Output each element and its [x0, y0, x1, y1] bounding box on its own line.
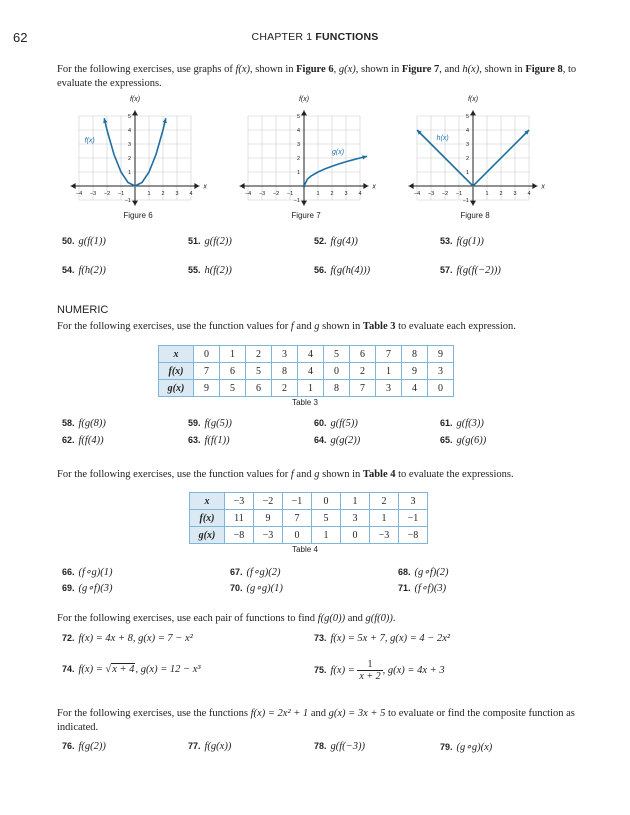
curve-label: h(x)	[436, 134, 449, 142]
y-tick-label: −1	[124, 198, 131, 204]
table-cell: −1	[399, 510, 428, 527]
table-cell: 2	[246, 346, 272, 363]
figure-8-graph	[401, 92, 551, 208]
table-cell: 0	[428, 380, 454, 397]
exercise-54: 54. f(h(2))	[62, 265, 106, 276]
exercise-67: 67. (f∘g)(2)	[230, 567, 281, 578]
y-tick-label: 4	[296, 128, 300, 134]
table-row	[190, 510, 428, 527]
table-cell: −3	[370, 527, 399, 544]
curve-label: g(x)	[332, 148, 345, 156]
table-cell: 1	[312, 527, 341, 544]
table-cell: 2	[350, 363, 376, 380]
table-row	[190, 493, 428, 510]
y-tick-label: 5	[127, 114, 131, 120]
exercise-64: 64. g(g(2))	[314, 435, 361, 446]
table-cell: 3	[399, 493, 428, 510]
row-header: x	[159, 346, 194, 363]
exercise-57: 57. f(g(f(−2)))	[440, 265, 501, 276]
x-tick-label: 4	[189, 191, 193, 197]
page-number: 62	[13, 30, 28, 45]
x-axis-arrow	[532, 183, 537, 189]
table-cell: 4	[298, 346, 324, 363]
x-axis-label: x	[372, 183, 376, 191]
figure-8-caption: Figure 8	[460, 211, 490, 220]
table-cell: −3	[225, 493, 254, 510]
y-tick-label: 5	[296, 114, 300, 120]
table-cell: 5	[246, 363, 272, 380]
y-tick-label: −1	[293, 198, 300, 204]
table-row	[159, 346, 454, 363]
x-tick-label: −3	[89, 191, 97, 197]
table-cell: 9	[428, 346, 454, 363]
row-header: g(x)	[190, 527, 225, 544]
table-cell: 0	[312, 493, 341, 510]
x-tick-label: −2	[103, 191, 111, 197]
sqrt-sign: √	[105, 664, 112, 675]
exercise-52: 52. f(g(4))	[314, 236, 358, 247]
table-cell: 9	[254, 510, 283, 527]
table-3-caption: Table 3	[292, 398, 318, 407]
table-cell: 6	[350, 346, 376, 363]
exercise-62: 62. f(f(4))	[62, 435, 104, 446]
x-tick-label: −4	[413, 191, 421, 197]
section-title-numeric: NUMERIC	[57, 304, 109, 316]
table-cell: −8	[225, 527, 254, 544]
table-cell: 1	[298, 380, 324, 397]
y-axis-arrow	[132, 110, 138, 115]
y-tick-label: 4	[127, 128, 131, 134]
table-cell: −2	[254, 493, 283, 510]
y-tick-label: 3	[296, 142, 300, 148]
x-tick-label: 1	[485, 191, 489, 197]
intro-pairs: For the following exercises, use each pair of functions to find f(g(0)) and g(f(0)).	[57, 613, 396, 624]
table-cell: 0	[194, 346, 220, 363]
row-header: f(x)	[159, 363, 194, 380]
y-tick-label: 5	[465, 114, 469, 120]
table-cell: 2	[272, 380, 298, 397]
intro-table3: For the following exercises, use the function values for f and g shown in Table 3 to evaluate each expression.	[57, 321, 516, 332]
y-tick-label: 2	[296, 156, 300, 162]
figure-7-caption: Figure 7	[291, 211, 321, 220]
row-header: f(x)	[190, 510, 225, 527]
x-tick-label: −2	[441, 191, 449, 197]
running-head	[0, 31, 630, 43]
y-axis-label: f(x)	[298, 96, 310, 103]
exercise-53: 53. f(g(1))	[440, 236, 484, 247]
y-tick-label: 1	[465, 170, 469, 176]
intro-table4: For the following exercises, use the function values for f and g shown in Table 4 to evaluate the expressions.	[57, 469, 514, 480]
y-tick-label: 2	[127, 156, 131, 162]
table-3	[158, 345, 454, 397]
x-tick-label: −1	[455, 191, 463, 197]
x-tick-label: 2	[330, 191, 334, 197]
exercise-63: 63. f(f(1))	[188, 435, 230, 446]
table-row	[190, 527, 428, 544]
y-axis-arrow	[301, 110, 307, 115]
table-cell: 1	[341, 493, 370, 510]
figure-6-caption: Figure 6	[123, 211, 153, 220]
y-tick-label: 4	[465, 128, 469, 134]
x-tick-label: −3	[427, 191, 435, 197]
x-tick-label: 3	[175, 191, 179, 197]
exercise-71: 71. (f∘f)(3)	[398, 583, 447, 594]
exercise-55: 55. h(f(2))	[188, 265, 232, 276]
table-cell: 8	[324, 380, 350, 397]
x-tick-label: 3	[513, 191, 517, 197]
exercise-69: 69. (g∘f)(3)	[62, 583, 113, 594]
table-cell: 7	[283, 510, 312, 527]
table-cell: 4	[298, 363, 324, 380]
exercise-77: 77. f(g(x))	[188, 741, 232, 752]
table-row	[159, 363, 454, 380]
y-tick-label: 1	[127, 170, 131, 176]
x-tick-label: 3	[344, 191, 348, 197]
x-tick-label: 4	[358, 191, 362, 197]
x-axis-arrow	[71, 183, 76, 189]
exercise-59: 59. f(g(5))	[188, 418, 232, 429]
table-4-caption: Table 4	[292, 545, 318, 554]
table-cell: 9	[194, 380, 220, 397]
table-4	[189, 492, 428, 544]
y-axis-label: f(x)	[467, 96, 479, 103]
table-cell: 3	[272, 346, 298, 363]
exercise-75: 75. f(x) = $\frac{1}{x + 2}$ , g(x) = 4x + 3	[314, 659, 445, 682]
table-cell: −8	[399, 527, 428, 544]
table-cell: 0	[324, 363, 350, 380]
x-axis-arrow	[409, 183, 414, 189]
table-cell: 5	[220, 380, 246, 397]
x-tick-label: −4	[75, 191, 83, 197]
table-cell: 1	[220, 346, 246, 363]
table-cell: 0	[341, 527, 370, 544]
intro-composite: For the following exercises, use the functions f(x) = 2x² + 1 and g(x) = 3x + 5 to evaluate or find the composite function as indicated.	[57, 708, 575, 733]
x-axis-arrow	[194, 183, 199, 189]
x-tick-label: 2	[161, 191, 165, 197]
y-tick-label: −1	[462, 198, 469, 204]
table-cell: −3	[254, 527, 283, 544]
exercise-72: 72. f(x) = 4x + 8, g(x) = 7 − x²	[62, 633, 193, 644]
fraction: $\frac{1}{x + 2}$	[359, 659, 381, 682]
exercise-68: 68. (g∘f)(2)	[398, 567, 449, 578]
table-cell: 6	[246, 380, 272, 397]
x-tick-label: 1	[316, 191, 320, 197]
exercise-70: 70. (g∘g)(1)	[230, 583, 283, 594]
table-cell: 7	[376, 346, 402, 363]
table-cell: −1	[283, 493, 312, 510]
x-tick-label: −3	[258, 191, 266, 197]
x-tick-label: 4	[527, 191, 531, 197]
table-cell: 3	[341, 510, 370, 527]
x-axis-arrow	[240, 183, 245, 189]
table-cell: 7	[194, 363, 220, 380]
exercise-61: 61. g(f(3))	[440, 418, 484, 429]
row-header: g(x)	[159, 380, 194, 397]
exercise-58: 58. f(g(8))	[62, 418, 106, 429]
exercise-78: 78. g(f(−3))	[314, 741, 366, 752]
y-tick-label: 3	[127, 142, 131, 148]
curve-g(x)	[304, 156, 367, 186]
row-header: x	[190, 493, 225, 510]
table-cell: 1	[370, 510, 399, 527]
y-axis-arrow	[470, 201, 476, 206]
x-axis-arrow	[363, 183, 368, 189]
exercise-73: 73. f(x) = 5x + 7, g(x) = 4 − 2x²	[314, 633, 451, 644]
x-tick-label: −2	[272, 191, 280, 197]
x-axis-label: x	[203, 183, 207, 191]
y-axis-arrow	[470, 110, 476, 115]
exercise-51: 51. g(f(2))	[188, 236, 232, 247]
exercise-56: 56. f(g(h(4)))	[314, 265, 371, 276]
x-tick-label: −4	[244, 191, 252, 197]
y-tick-label: 1	[296, 170, 300, 176]
table-cell: 7	[350, 380, 376, 397]
curve-start-point	[303, 185, 306, 188]
x-tick-label: 1	[147, 191, 151, 197]
table-cell: 9	[402, 363, 428, 380]
table-cell: 3	[428, 363, 454, 380]
table-cell: 0	[283, 527, 312, 544]
exercise-60: 60. g(f(5))	[314, 418, 358, 429]
intro-graphs: For the following exercises, use graphs of f(x), shown in Figure 6, g(x), shown in Figure 7, and h(x), shown in Figure 8, to evaluate the expressions.	[57, 64, 577, 89]
table-cell: 1	[376, 363, 402, 380]
y-axis-arrow	[301, 201, 307, 206]
figure-6-graph	[63, 92, 213, 208]
y-axis-arrow	[132, 201, 138, 206]
table-cell: 5	[324, 346, 350, 363]
x-tick-label: −1	[117, 191, 125, 197]
x-tick-label: 2	[499, 191, 503, 197]
table-cell: 3	[376, 380, 402, 397]
table-cell: 2	[370, 493, 399, 510]
y-axis-label: f(x)	[129, 96, 141, 103]
exercise-65: 65. g(g(6))	[440, 435, 487, 446]
table-cell: 5	[312, 510, 341, 527]
table-cell: 8	[402, 346, 428, 363]
exercise-76: 76. f(g(2))	[62, 741, 106, 752]
chapter-label: CHAPTER 1	[251, 31, 313, 43]
x-axis-label: x	[541, 183, 545, 191]
exercise-79: 79. (g∘g)(x)	[440, 742, 493, 753]
table-cell: 8	[272, 363, 298, 380]
exercise-50: 50. g(f(1))	[62, 236, 106, 247]
table-cell: 4	[402, 380, 428, 397]
table-cell: 11	[225, 510, 254, 527]
figure-7-graph	[232, 92, 382, 208]
y-tick-label: 3	[465, 142, 469, 148]
exercise-66: 66. (f∘g)(1)	[62, 567, 113, 578]
y-tick-label: 2	[465, 156, 469, 162]
table-row	[159, 380, 454, 397]
table-cell: 6	[220, 363, 246, 380]
curve-label: f(x)	[84, 137, 95, 145]
x-tick-label: −1	[286, 191, 294, 197]
chapter-title: FUNCTIONS	[315, 31, 379, 43]
exercise-74: 74. f(x) = √x + 4, g(x) = 12 − x³	[62, 664, 201, 675]
